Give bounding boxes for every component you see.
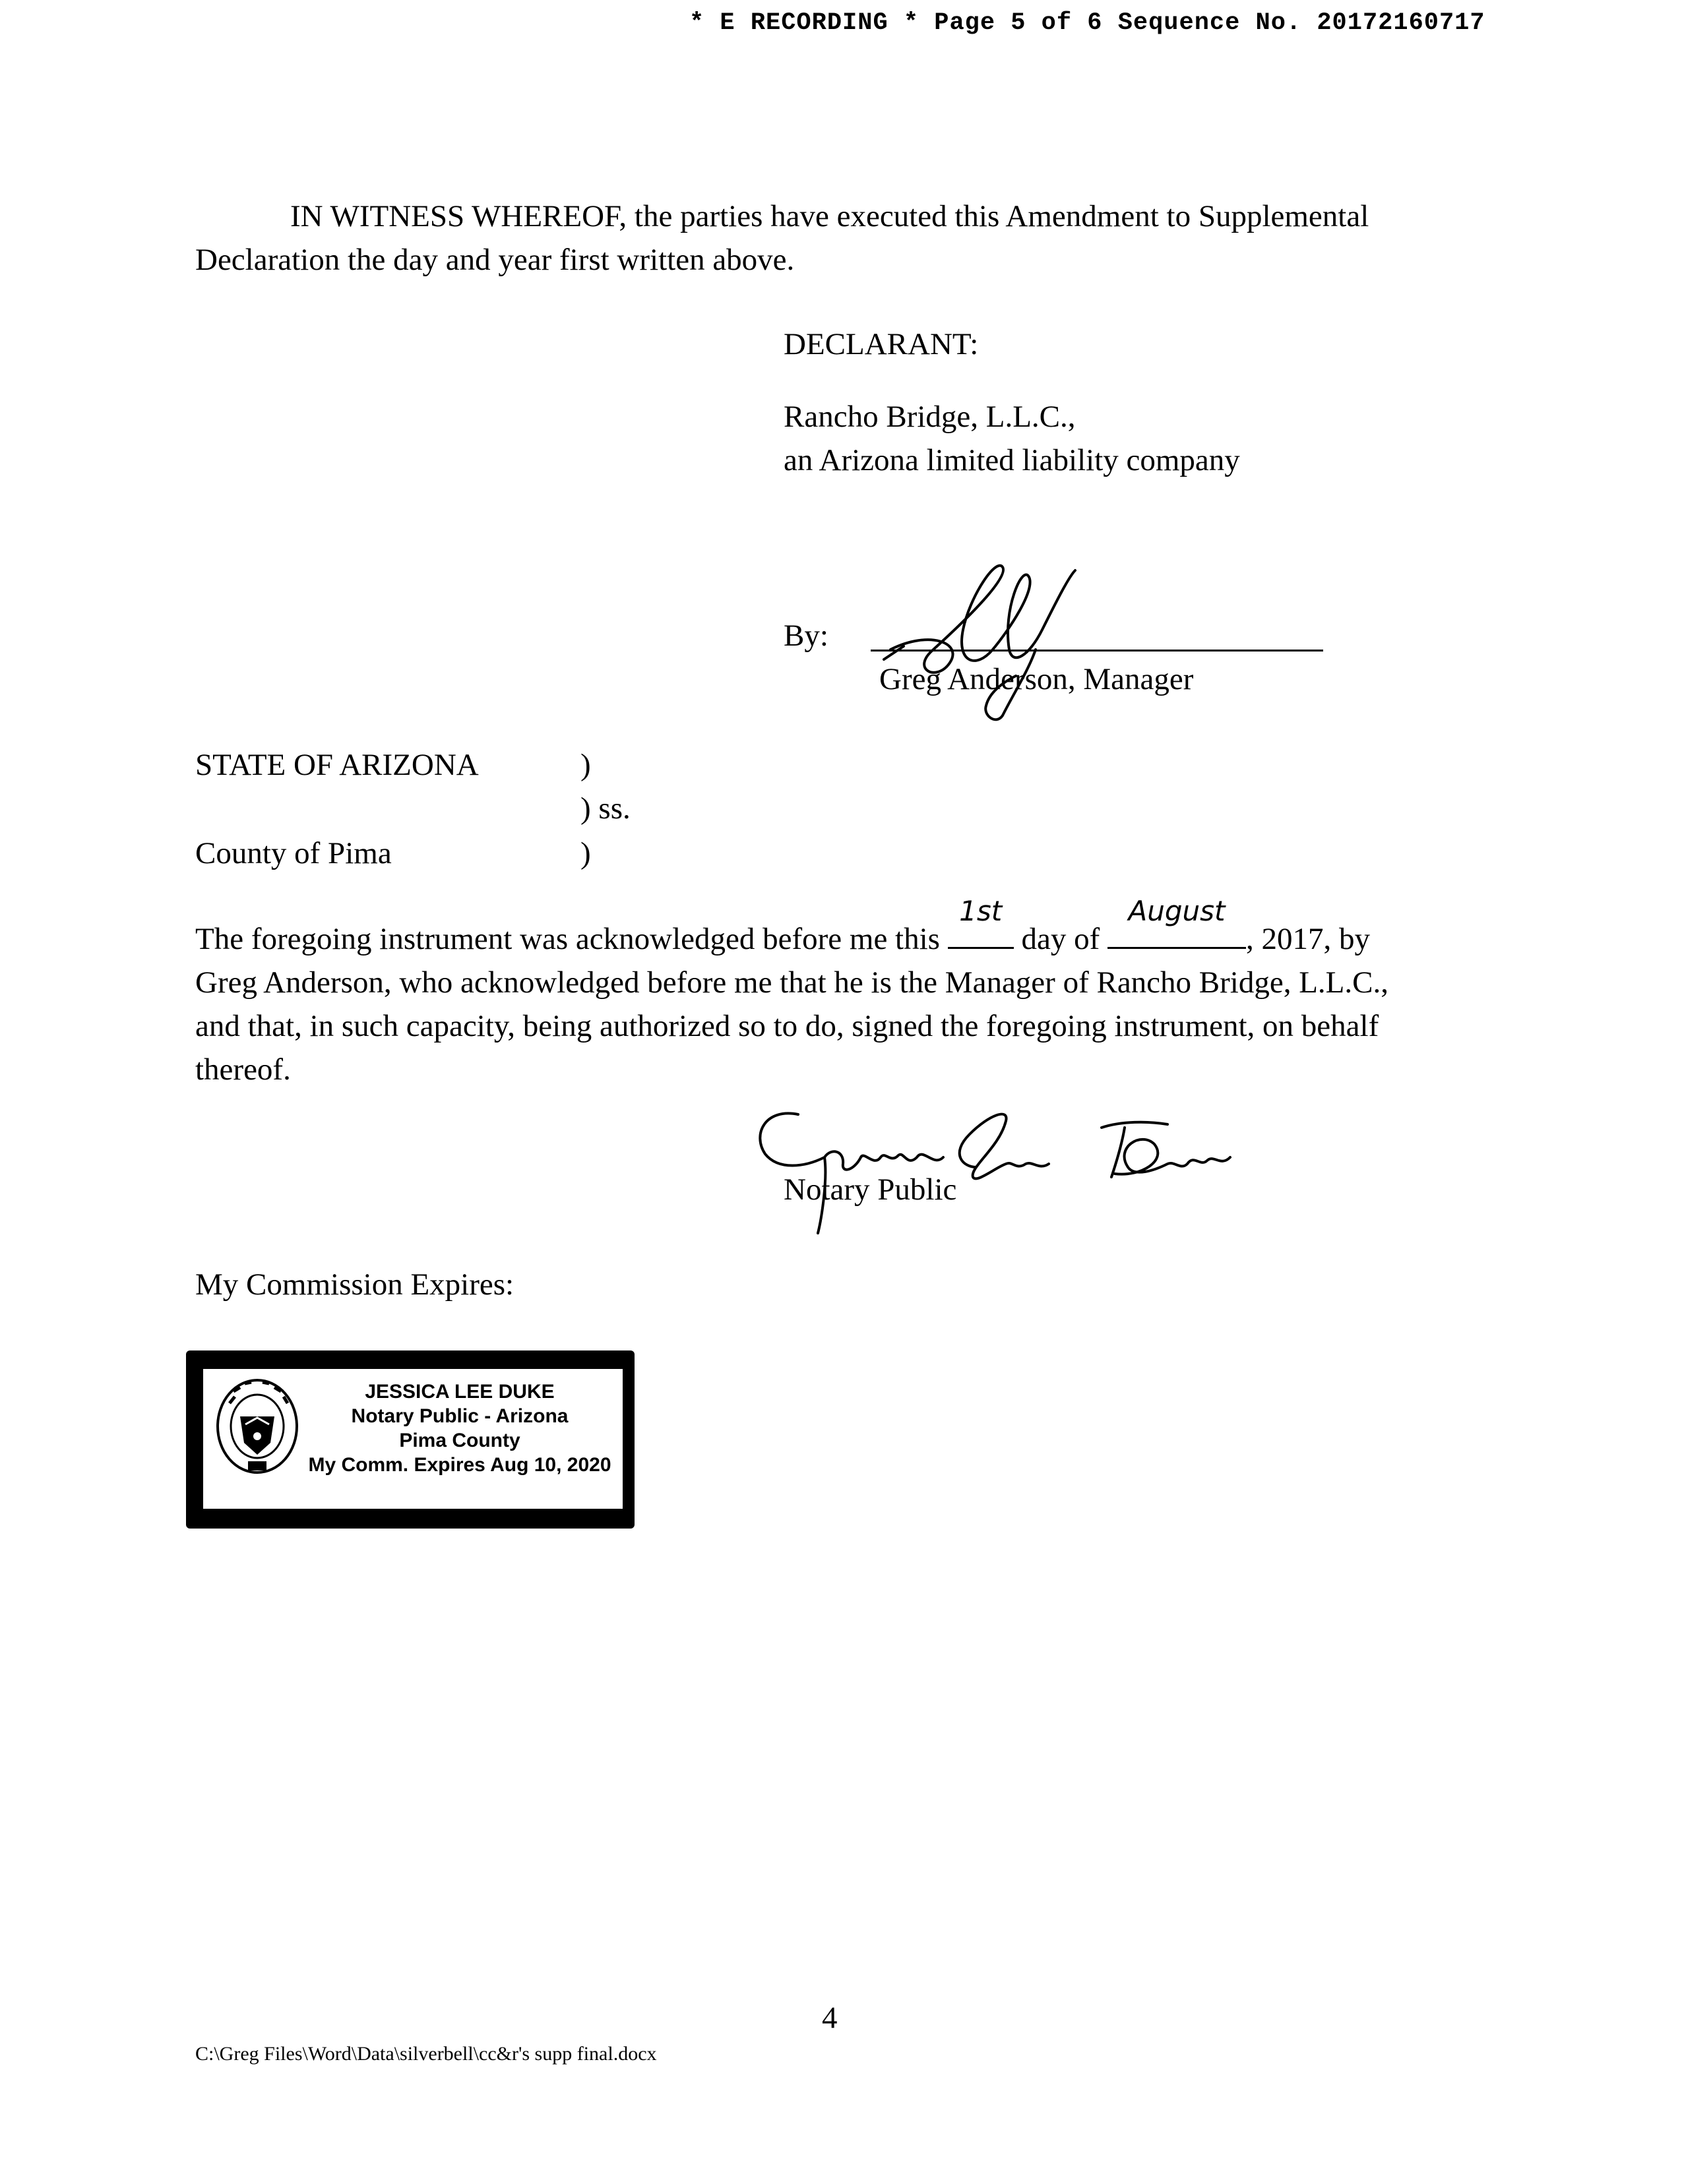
stamp-county: Pima County: [399, 1430, 520, 1451]
declarant-company: Rancho Bridge, L.L.C.,: [784, 400, 1076, 434]
acknowledgment-line-2: Greg Anderson, who acknowledged before me that he is the Manager of Rancho Bridge, L.L.C.,: [195, 965, 1388, 1000]
by-label: By:: [784, 619, 828, 653]
month-handwritten: August: [1128, 895, 1226, 927]
stamp-title: Notary Public - Arizona: [351, 1405, 569, 1427]
state-seal-icon: [215, 1377, 299, 1476]
acknowledgment-line-1: [195, 895, 1370, 960]
commission-label: My Commission Expires:: [195, 1267, 514, 1302]
declarant-signer: Greg Anderson, Manager: [879, 662, 1194, 696]
acknowledgment-part-2: day of: [1021, 922, 1100, 956]
stamp-edge-top: [186, 1345, 635, 1356]
day-blank: [948, 895, 1014, 949]
venue-paren-3: ): [580, 836, 591, 870]
month-blank: [1107, 895, 1246, 949]
declarant-signature: [871, 551, 1148, 729]
acknowledgment-part-1: The foregoing instrument was acknowledged before me this: [195, 922, 940, 956]
declarant-company-type: an Arizona limited liability company: [784, 443, 1240, 477]
venue-county: County of Pima: [195, 836, 392, 870]
witness-line-1: IN WITNESS WHEREOF, the parties have executed this Amendment to Supplemental: [290, 199, 1369, 233]
acknowledgment-part-3: , 2017, by: [1245, 922, 1370, 956]
day-handwritten: 1st: [959, 895, 1003, 927]
acknowledgment-line-4: thereof.: [195, 1052, 291, 1087]
venue-ss: ) ss.: [580, 791, 631, 826]
stamp-inner: [203, 1369, 623, 1509]
venue-state: STATE OF ARIZONA: [195, 748, 479, 782]
page-number: 4: [822, 2001, 838, 2035]
stamp-name: JESSICA LEE DUKE: [365, 1381, 555, 1403]
declarant-heading: DECLARANT:: [784, 327, 979, 361]
stamp-edge-bottom: [186, 1523, 635, 1534]
notary-title: Notary Public: [784, 1172, 957, 1207]
notary-stamp: [186, 1350, 635, 1529]
witness-line-2: Declaration the day and year first written above.: [195, 243, 795, 277]
stamp-text: [302, 1380, 617, 1477]
stamp-expires: My Comm. Expires Aug 10, 2020: [308, 1454, 611, 1476]
file-path: C:\Greg Files\Word\Data\silverbell\cc&r's supp final.docx: [195, 2043, 657, 2065]
venue-paren-1: ): [580, 748, 591, 782]
acknowledgment-line-3: and that, in such capacity, being authorized so to do, signed the foregoing instrument, on behalf: [195, 1009, 1379, 1043]
recording-header: * E RECORDING * Page 5 of 6 Sequence No. 20172160717: [689, 9, 1485, 37]
